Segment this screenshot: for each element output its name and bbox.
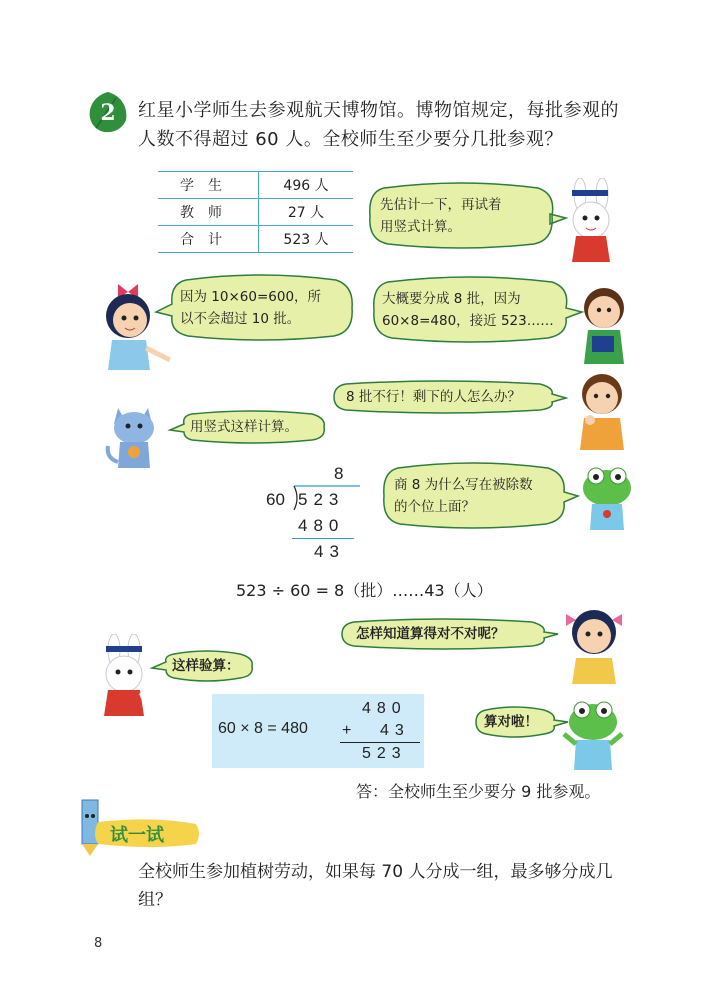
speech-bubble-cat [178,412,326,442]
speech-bubble-girl-question [340,620,546,648]
speech-bubble-rabbit-top [366,184,556,248]
table-value: 496 人 [259,172,354,199]
bubble-line: 先估计一下，再试着 [380,197,502,213]
division-product: 480 [298,516,345,535]
division-quotient: 8 [334,464,350,483]
division-dividend: 523 [298,490,345,509]
table-label: 合计 [158,226,259,253]
people-table [158,171,353,253]
problem-line-2: 人数不得超过 60 人。全校师生至少要分几批参观？ [138,129,563,150]
blue-cat-illustration [104,398,168,476]
bubble-line: 60×8=480，接近 523…… [382,313,554,329]
try-it-text: 全校师生参加植树劳动，如果每 70 人分成一组，最多够分成几组？ [138,862,613,910]
table-value: 27 人 [259,199,354,226]
speech-bubble-rabbit-bottom [160,652,254,680]
speech-bubble-frog-bottom [474,708,556,736]
division-result-line: 523 ÷ 60 = 8（批）……43（人） [236,581,493,600]
frog-cheering-illustration [562,694,624,772]
division-line [292,538,354,539]
verification-box [212,694,424,768]
answer-text: 答：全校师生至少要分 9 批参观。 [356,782,601,801]
division-divisor: 60 [266,490,285,509]
verification-sum: 523 [362,745,407,762]
table-row [158,172,353,199]
rabbit-pointing-illustration [94,634,156,718]
verification-line [340,742,420,743]
boy-with-book-illustration [574,282,636,366]
table-value: 523 人 [259,226,354,253]
boy-thinking-illustration [570,368,632,452]
girl-illustration [98,278,174,374]
bubble-line: 这样验算： [172,658,240,674]
bubble-line: 用竖式计算。 [380,219,461,235]
bubble-line: 大概要分成 8 批，因为 [382,291,521,307]
bubble-line: 怎样知道算得对不对呢？ [356,626,505,642]
long-division [262,462,362,570]
rabbit-teacher-illustration [558,178,624,266]
verification-equation: 60 × 8 = 480 [218,720,308,737]
bubble-line: 以不会超过 10 批。 [180,311,301,327]
table-label: 学生 [158,172,259,199]
problem-line-1: 红星小学师生去参观航天博物馆。博物馆规定，每批参观的 [138,100,619,121]
problem-number: 2 [100,100,116,126]
leaf-number-badge [86,90,130,134]
page-number: 8 [94,936,103,951]
speech-bubble-girl [166,276,354,340]
verification-plus: + [342,722,352,739]
try-it-heading [92,818,202,848]
girl-with-bows-illustration [560,600,628,684]
speech-bubble-boy-question [332,382,554,412]
bubble-line: 的个位上面？ [394,499,475,515]
table-row [158,226,353,253]
frog-illustration [578,462,636,534]
table-label: 教师 [158,199,259,226]
verification-addend-2: 43 [380,722,410,739]
speech-bubble-frog-top [380,464,566,528]
bubble-line: 商 8 为什么写在被除数 [394,477,533,493]
speech-bubble-boy-estimate [370,278,570,342]
bubble-line: 算对啦！ [484,714,538,730]
try-it-title: 试一试 [110,825,164,846]
bubble-line: 用竖式这样计算。 [190,419,298,435]
bubble-line: 因为 10×60=600，所 [180,289,322,305]
division-remainder: 43 [314,542,345,561]
problem-text [138,96,658,154]
bubble-line: 8 批不行！剩下的人怎么办？ [346,389,521,405]
verification-addend-1: 480 [362,700,407,717]
table-row [158,199,353,226]
